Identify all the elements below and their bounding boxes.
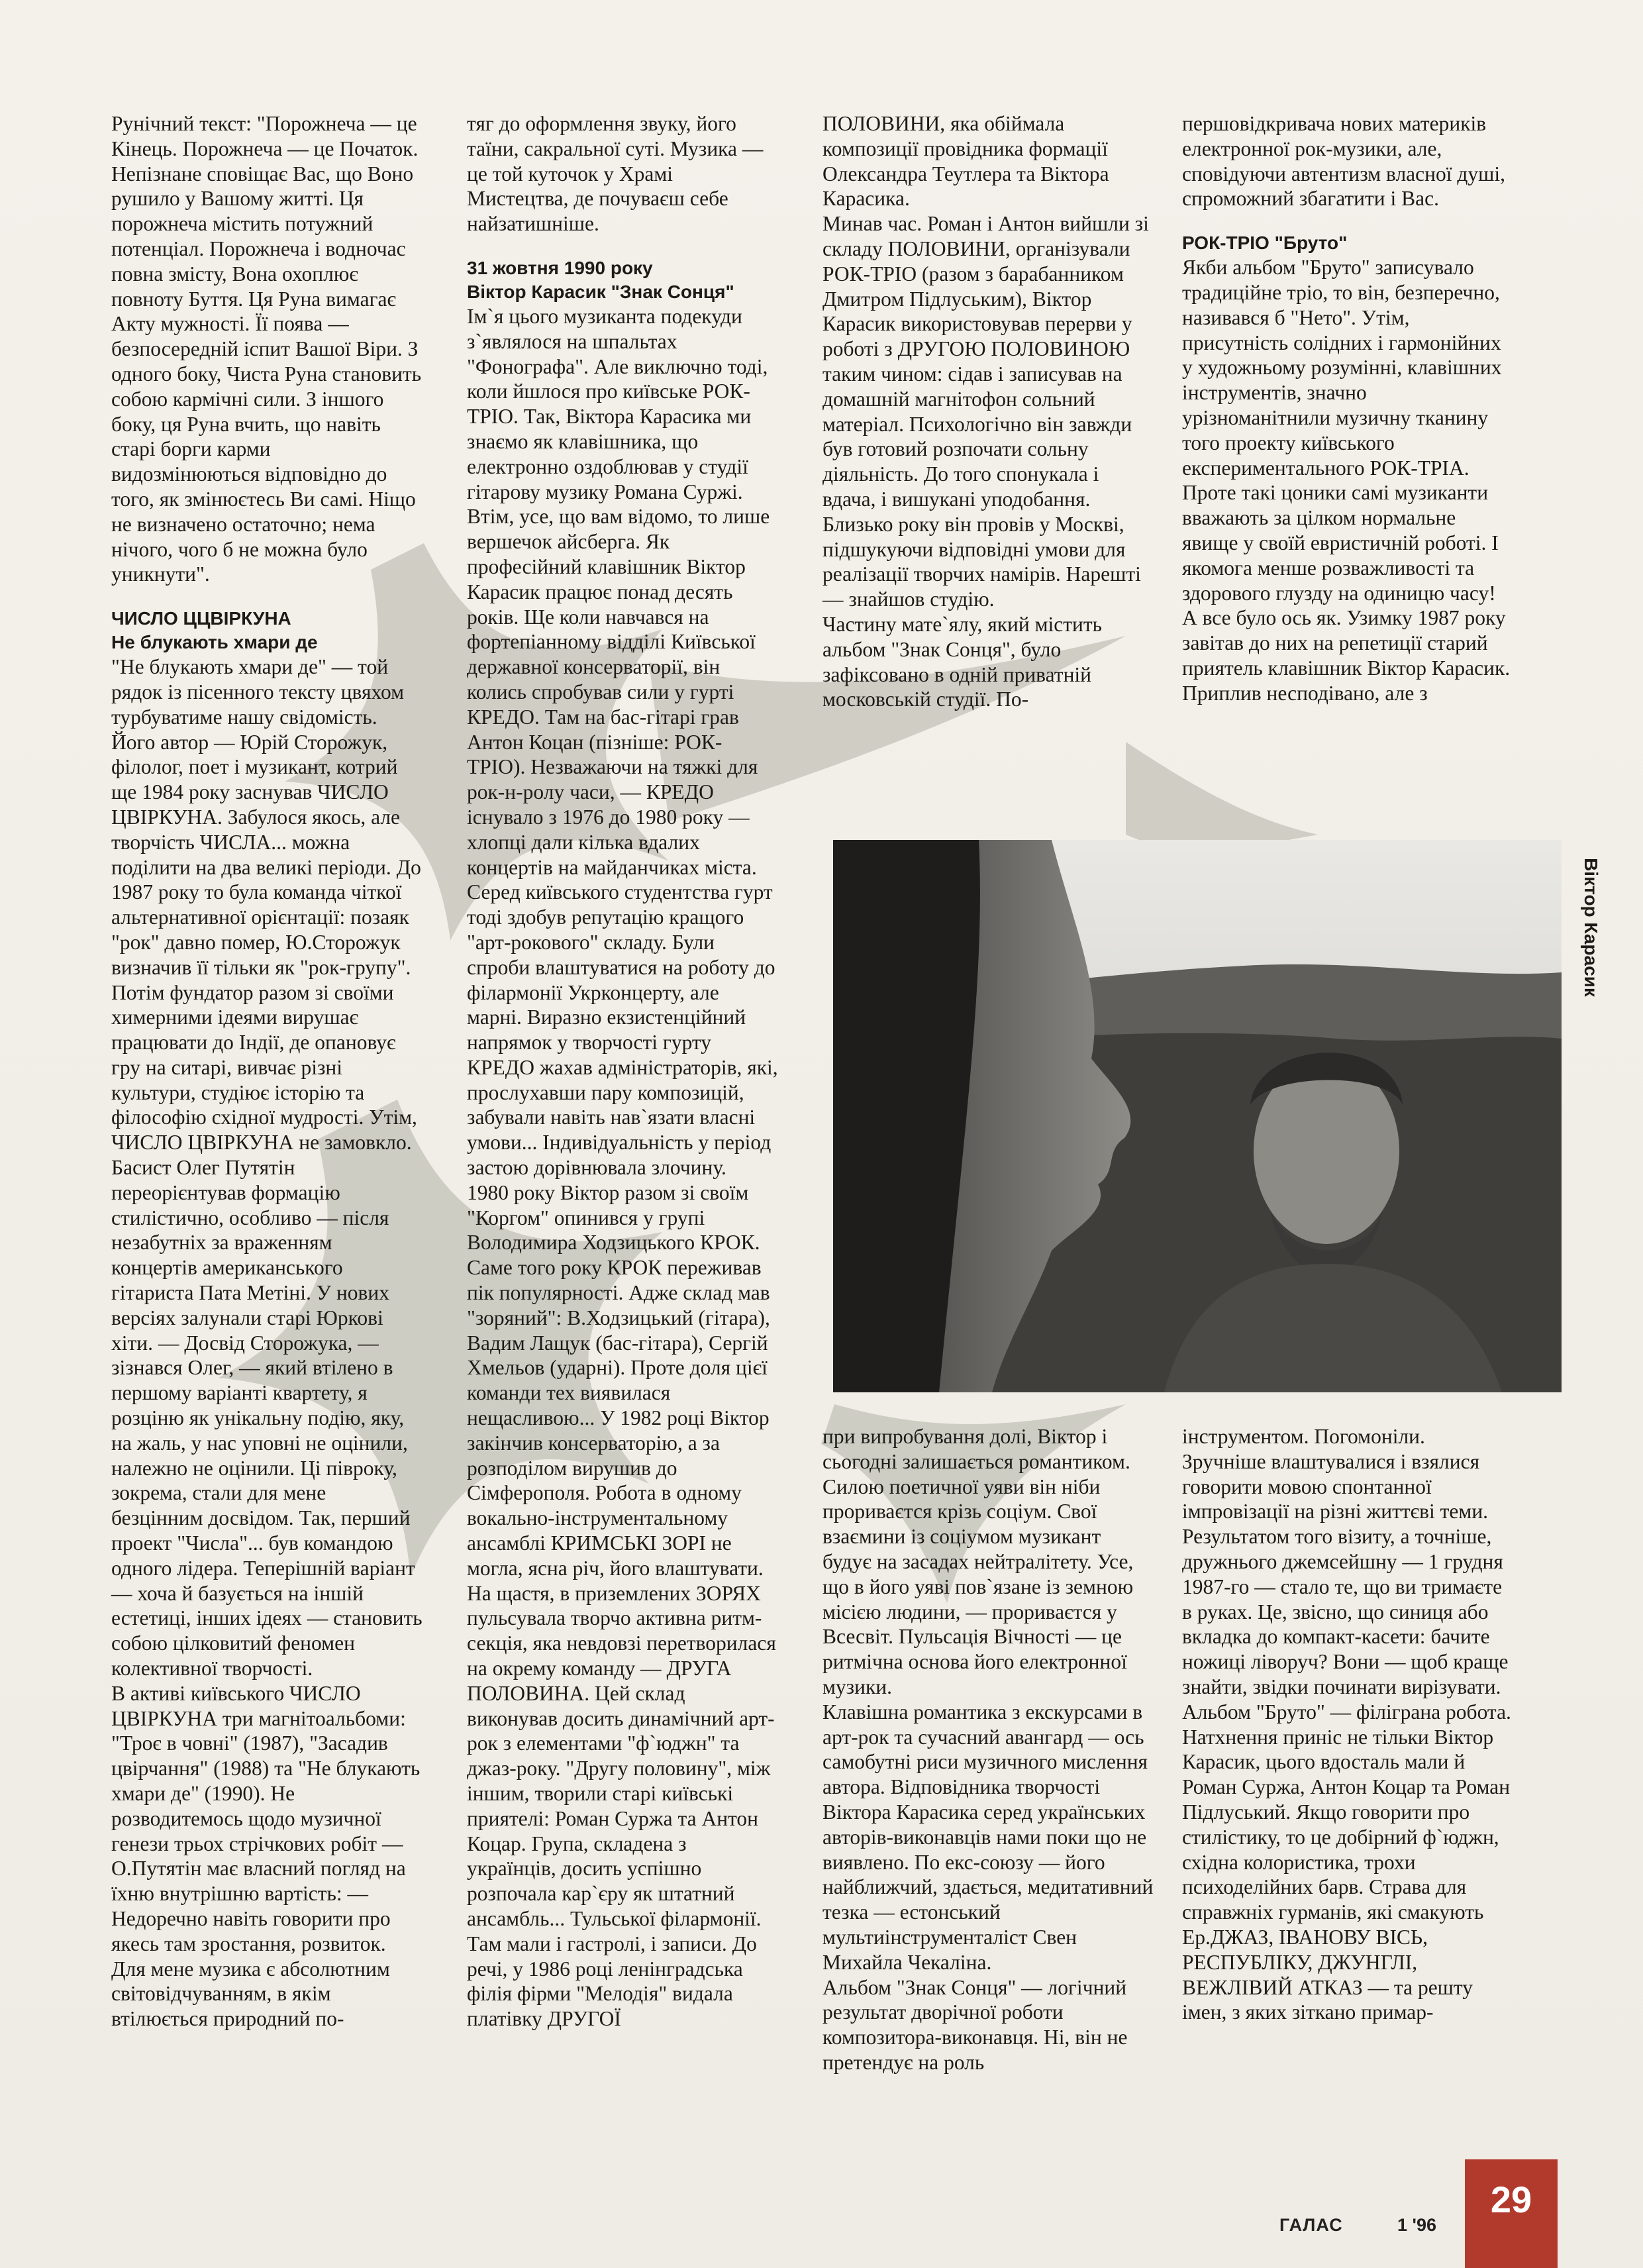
paragraph: інструментом. Погомоніли. Зручніше влаштувалися і взялися говорити мовою спонтанної імпровізації на різні життєві теми. Результатом того візиту, а точніше, дружнього джемсейшну — 1 грудня 1987-го — стало те, що ви тримаєте в руках. Це, звісно, що синиця або вкладка до компакт-касети: бачите ножиці ліворуч? Вони — щоб краще знайти, звідки починати вирізувати. (1182, 1425, 1509, 1698)
magazine-name: ГАЛАС (1279, 2215, 1343, 2235)
photo-portrait (833, 840, 1562, 1392)
paragraph: Альбом "Бруто" — філіграна робота. Натхнення приніс не тільки Віктор Карасик, цього вдосталь мали й Роман Суржа, Антон Коцар та Роман Підлуський. Якщо говорити про стилістику, то це добірний ф`юджн, східна колористика, трохи психоделійних барв. Страва для справжніх гурманів, які смакують Ер.ДЖАЗ, ІВАНОВУ ВІСЬ, РЕСПУБЛІКУ, ДЖУНГЛІ, ВЕЖЛІВИЙ АТКАЗ — та решту імен, з яких зіткано примар- (1182, 1700, 1511, 2024)
text-column-4-bottom (1182, 1424, 1513, 2025)
paragraph: Частину мате`ялу, який містить альбом "Знак Сонця", було зафіксовано в одній приватній московській студії. По- (822, 612, 1103, 711)
photo-caption-text: Віктор Карасик (1581, 858, 1602, 997)
issue-number: 1 '96 (1397, 2215, 1436, 2235)
paragraph: Клавішна романтика з екскурсами в арт-рок та сучасний авангард — ось самобутні риси музичного мислення автора. Відповідника творчості Віктора Карасика серед українських авторів-виконавців нами поки що не виявлено. По екс-союзу — його найближчий, здається, медитативний тезка — естонський мультиінструменталіст Свен Михайла Чекаліна. (822, 1700, 1154, 1974)
paragraph: Ім`я цього музиканта подекуди з`являлося на шпальтах "Фонографа". Але виключно тоді, коли йшлося про київське РОК-ТРІО. Так, Віктора Карасика ми знаємо як клавішника, що електронно оздоблював у студії гітарову музику Романа Суржі. Втім, усе, що вам відомо, то лише вершечок айсберга. Як професійний клавішник Віктор Карасик працює понад десять років. Ще коли навчався на фортепіанному відділі Київської державної консерваторії, він колись спробував сили у гурті КРЕДО. Там на бас-гітарі грав Антон Коцан (пізніше: РОК-ТРІО). Незважаючи на тяжкі для рок-н-ролу часи, — КРЕДО існувало з 1976 до 1980 року — хлопці дали кілька вдалих концертів на майданчиках міста. Серед київського студентства гурт тоді здобув репутацію кращого "арт-рокового" складу. Були спроби влаштуватися на роботу до філармонії Укрконцерту, але марні. Виразно екзистенційний напрямок у творчості гурту КРЕДО жахав адміністраторів, які, прослухавши пару композицій, забували навіть нав`язати власні умови... Індивідуальність у період застою дорівнювала злочину. (467, 304, 778, 1180)
star-ray-side (1126, 742, 1318, 850)
paragraph: Якби альбом "Бруто" записувало традиційне тріо, то він, безперечно, називався б "Нето". Утім, присутність солідних і гармонійних у художньому розумінні, клавішних інструментів, значно урізноманітнили музичну тканину того проекту київського експериментального РОК-ТРІА. Проте такі цоники самі музиканти вважають за цілком нормальне явище у своїй евристичній роботі. І якомога менше розважливості та здорового глузду на одиницю часу! А все було ось як. Узимку 1987 року завітав до них на репетиції старий приятель клавішник Віктор Карасик. Приплив несподівано, але з (1182, 256, 1511, 705)
paragraph: при випробування долі, Віктор і сьогодні залишається романтиком. Силою поетичної уяви він ніби прориваєтся крізь соціум. Свої взаємини із соціумом музикант будує на засадах нейтралітету. Усе, що в його уяві пов`язане із земною місією людини, — прориваєтся у Всесвіт. Пульсація Вічності — це ритмічна основа його електронної музики. (822, 1425, 1134, 1698)
photo-image (833, 840, 1562, 1392)
text-column-4-top (1182, 111, 1513, 706)
page-number: 29 (1465, 2159, 1558, 2268)
paragraph: тяг до оформлення звуку, його таїни, сакральної суті. Музика — це той куточок у Храмі Мистецтва, де почуваєш себе найзатишніше. (467, 112, 764, 236)
text-column-1 (111, 111, 423, 2032)
photo-caption (1564, 848, 1617, 1007)
paragraph: 1980 року Віктор разом зі своїм "Коргом" опинився у групі Володимира Ходзицького КРОК. Саме того року КРОК переживав пік популярності. Адже склад мав "зоряний": В.Ходзицький (гітара), Вадим Лащук (бас-гітара), Сергій Хмельов (ударні). Проте доля цієї команди тех виявилася нещасливою... У 1982 році Віктор закінчив консерваторію, а за розподілом вирушив до Сімферополя. Робота в одному вокально-інструментальному ансамблі КРИМСЬКІ ЗОРІ не могла, ясна річ, його влаштувати. На щастя, в приземлених ЗОРЯХ пульсувала творчо активна ритм-секція, яка невдовзі перетворилася на окрему команду — ДРУГА ПОЛОВИНА. Цей склад виконував досить динамічний арт-рок з елементами "ф`юджн" та джаз-року. "Другу половину", між іншим, творили старі київські приятелі: Роман Суржа та Антон Коцар. Група, складена з українців, досить успішно розпочала кар`єру як штатний ансамбль... Тульської філармонії. Там мали і гастролі, і записи. До речі, у 1986 році ленінградська філія фірми "Мелодія" видала платівку ДРУГОЇ (467, 1180, 776, 2031)
paragraph: ПОЛОВИНИ, яка обіймала композиції провідника формації Олександра Теутлера та Віктора Карасика. (822, 112, 1109, 211)
paragraph: Альбом "Знак Сонця" — логічний результат дворічної роботи композитора-виконавця. Ні, він не претендує на роль (822, 1975, 1128, 2074)
paragraph: "Не блукають хмари де" — той рядок із пісенного тексту цвяхом турбуватиме нашу свідомість. Його автор — Юрій Сторожук, філолог, поет і музикант, котрий ще 1984 року заснував ЧИСЛО ЦВІРКУНА. Забулося якось, але творчість ЧИСЛА... можна поділити на два великі періоди. До 1987 року то була команда чіткої альтернативної орієнтації: позаяк "рок" давно помер, Ю.Сторожук визначив її тільки як "рок-групу". Потім фундатор разом зі своїми химерними ідеями вирушає працювати до Індії, де опановує гру на ситарі, вивчає різні культури, студіює історію та філософію східної мудрості. Утім, ЧИСЛО ЦВІРКУНА не замовкло. Басист Олег Путятін переорієнтував формацію стилістично, особливо — після незабутніх за враженням концертів американського гітариста Пата Метіні. У нових версіях залунали старі Юркові хіти. — Досвід Сторожука, — зізнався Олег, — який втілено в першому варіанті квартету, я розціню як унікальну подію, яку, на жаль, у нас уповні не оцінили, належно не оцінили. Ці півроку, зокрема, стали для мене безцінним досвідом. Так, перший проект "Числа"... був командою одного лідера. Теперішній варіант — хоча й базується на іншій естетиці, інших ідеях — становить собою цілковитий феномен колективної творчості. (111, 655, 423, 1680)
text-column-2 (467, 111, 778, 2032)
paragraph: Минав час. Роман і Антон вийшли зі складу ПОЛОВИНИ, організували РОК-ТРІО (разом з барабанником Дмитром Підлуським), Віктор Карасик використовував перерви у роботі з ДРУГОЮ ПОЛОВИНОЮ таким чином: сідав і записував на домашній магнітофон сольний матеріал. Психологічно він завжди був готовий розпочати сольну діяльність. До того спонукала і вдача, і вишукані уподобання. Близько року він провів у Москві, підшукуючи відповідні умови для реалізації творчих намірів. Нарешті — знайшов студію. (822, 212, 1149, 611)
text-column-3-bottom (822, 1424, 1154, 2075)
section-heading: ЧИСЛО ЦЦВІРКУНА (111, 608, 291, 629)
section-subheading: Віктор Карасик "Знак Сонця" (467, 281, 734, 302)
paragraph: першовідкривача нових материків електронної рок-музики, але, сповідуючи автентизм власної душі, спроможний збагатити і Вас. (1182, 112, 1506, 211)
paragraph: В активі київського ЧИСЛО ЦВІРКУНА три магнітоальбоми: "Троє в човні" (1987), "Засадив цвірчання" (1988) та "Не блукають хмари де" (1990). Не розводитемось щодо музичної генези трьох стрічкових робіт — О.Путятін має власний погляд на їхню внутрішню вартість: — Недоречно навіть говорити про якесь там зростання, розвиток. Для мене музика є абсолютним світовідчуванням, в якім втілюється природний по- (111, 1681, 421, 2031)
section-subheading: Не блукають хмари де (111, 632, 318, 653)
paragraph: Рунічний текст: "Порожнеча — це Кінець. Порожнеча — це Початок. Непізнане сповіщає Вас, що Воно рушило у Вашому житті. Ця порожнеча містить потужний потенціал. Порожнеча і водночас повна змісту, Вона охоплює повноту Буття. Ця Руна вимагає Акту мужності. Її поява — безпосередній іспит Вашої Віри. З одного боку, Чиста Руна становить собою кармічні сили. З іншого боку, ця Руна вчить, що навіть старі борги карми видозмінюються відповідно до того, як змінюєтесь Ви самі. Ніщо не визначено остаточно; нема нічого, чого б не можна було уникнути". (111, 112, 422, 586)
text-column-3-top (822, 111, 1154, 712)
section-heading: РОК-ТРІО "Бруто" (1182, 232, 1348, 254)
section-heading: 31 жовтня 1990 року (467, 257, 653, 278)
